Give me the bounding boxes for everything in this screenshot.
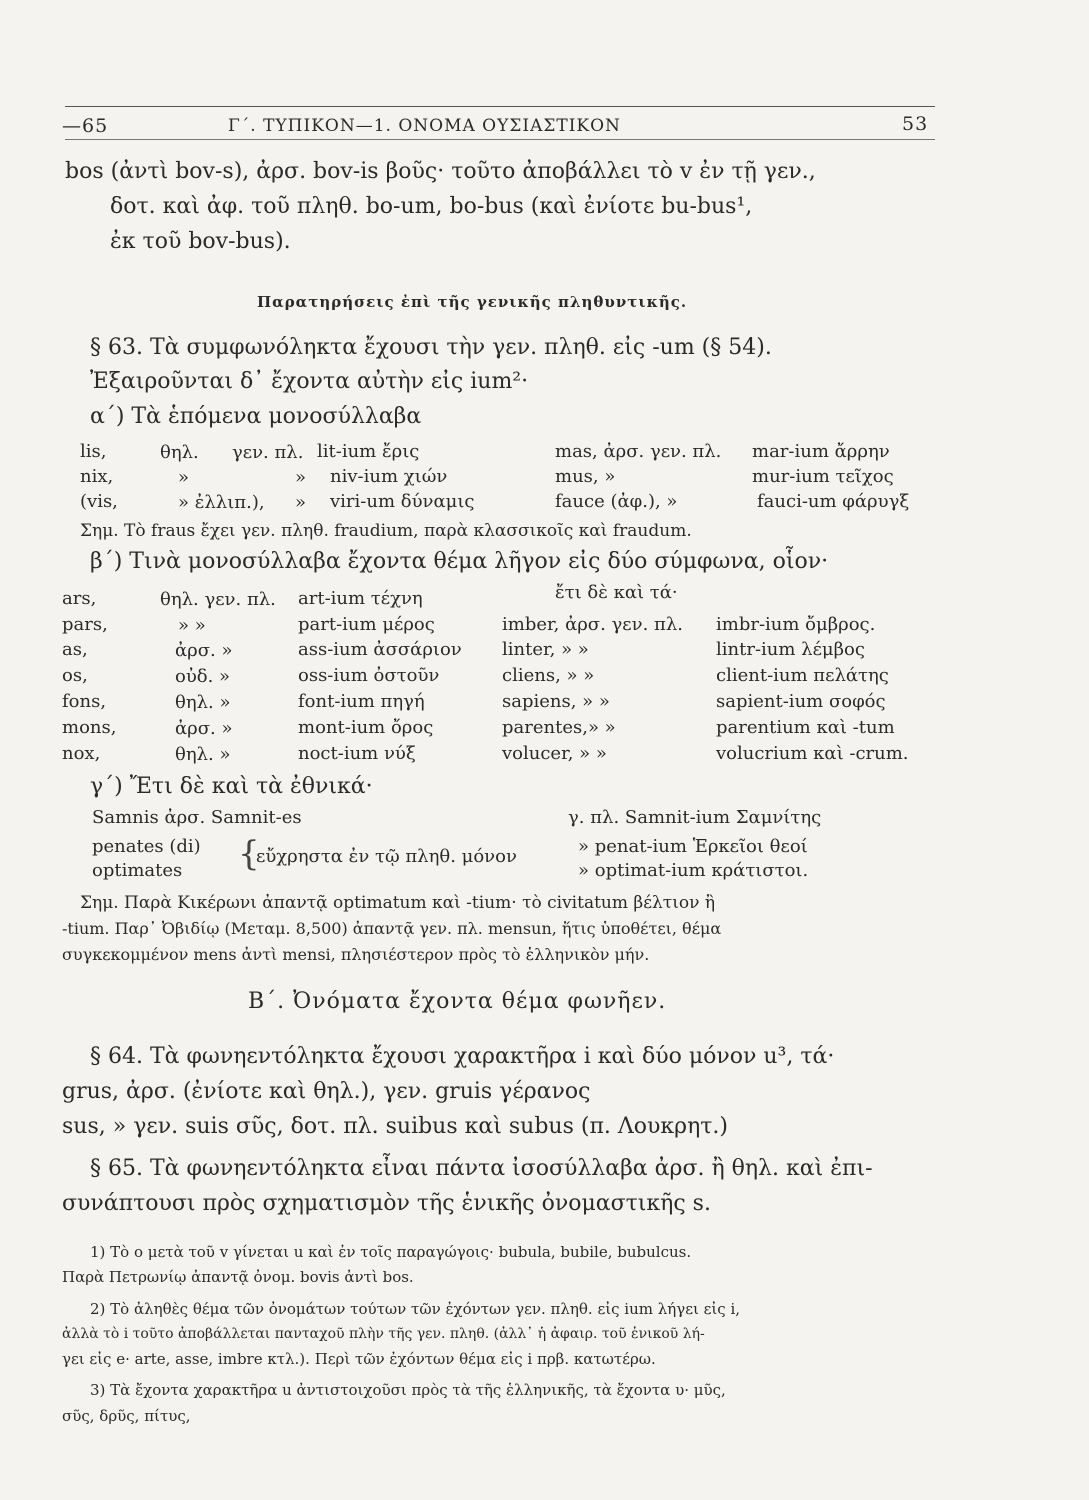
intro-line: ἐκ τοῦ bov-bus). xyxy=(110,229,291,254)
table-row-gender: ἀρσ. » xyxy=(175,640,233,661)
table-row-form2: fauci-um φάρυγξ xyxy=(757,491,910,512)
table-row-gender: θηλ. » xyxy=(175,692,231,713)
table-row-word2: mas, ἀρσ. γεν. πλ. xyxy=(555,441,722,462)
paragraph-63-line: § 63. Τὰ συμφωνόληκτα ἔχουσι τὴν γεν. πληθ. εἰς -um (§ 54). xyxy=(90,335,772,360)
table-row-gender: » ἐλλιπ.), xyxy=(178,492,265,513)
table-row-word2: mus, » xyxy=(555,466,616,487)
paragraph-65-line: συνάπτουσι πρὸς σχηματισμὸν τῆς ἑνικῆς ὀνομαστικῆς s. xyxy=(62,1191,711,1216)
header-bottom-rule xyxy=(65,139,935,140)
table-row-gender: θηλ. γεν. πλ. xyxy=(160,589,276,610)
table-row-form2: parentium καὶ -tum xyxy=(716,717,895,738)
table-row-word2: fauce (ἀφ.), » xyxy=(555,491,678,512)
header-section-number: —65 xyxy=(62,115,109,137)
brace-icon: { xyxy=(238,834,260,874)
table-row-form2: lintr-ium λέμβος xyxy=(716,639,865,660)
table-row-form2: sapient-ium σοφός xyxy=(716,691,886,712)
table-row-form: font-ium πηγή xyxy=(298,691,425,712)
note-c-line: Σημ. Παρὰ Κικέρωνι ἀπαντᾷ optimatum καὶ -tium· τὸ civitatum βέλτιον ἢ xyxy=(80,893,716,913)
table-row-word2: imber, ἀρσ. γεν. πλ. xyxy=(502,614,683,635)
table-row-form: ass-ium ἀσσάριον xyxy=(298,639,462,660)
table-row-gender: » » xyxy=(178,615,206,636)
table-row-word: penates (di) xyxy=(92,836,201,857)
section-heading: Β´. Ὀνόματα ἔχοντα θέμα φωνῆεν. xyxy=(248,989,667,1014)
table-row-gender: θηλ. xyxy=(160,442,199,463)
table-row-form2: mar-ium ἄρρην xyxy=(752,441,890,462)
table-row-word: mons, xyxy=(62,717,117,738)
table-row-form: part-ium μέρος xyxy=(298,614,435,635)
table-row-word: optimates xyxy=(92,860,183,881)
table-row-word: fons, xyxy=(62,691,107,712)
note-c-line: συγκεκομμένον mens ἀντὶ mensi, πλησιέστερον πρὸς τὸ ἑλληνικὸν μήν. xyxy=(62,945,650,964)
note-a: Σημ. Τὸ fraus ἔχει γεν. πληθ. fraudium, παρὰ κλασσικοῖς καὶ fraudum. xyxy=(80,521,692,541)
paragraph-63-line: Ἐξαιροῦνται δ᾽ ἔχοντα αὐτὴν εἰς ium²· xyxy=(90,369,529,394)
table-row-word2: cliens, » » xyxy=(502,665,595,686)
footnote-line: 2) Τὸ ἀληθὲς θέμα τῶν ὀνομάτων τούτων τῶν ἐχόντων γεν. πληθ. εἰς ium λήγει εἰς i, xyxy=(90,1300,741,1318)
intro-line: bos (ἀντὶ bov-s), ἀρσ. bov-is βοῦς· τοῦτο ἀποβάλλει τὸ v ἐν τῇ γεν., xyxy=(65,159,816,184)
footnote-line: ἀλλὰ τὸ i τοῦτο ἀποβάλλεται πανταχοῦ πλὴν τῆς γεν. πληθ. (ἀλλ᾽ ἡ ἀφαιρ. τοῦ ἑνικοῦ λή- xyxy=(62,1326,705,1342)
table-row-form2: client-ium πελάτης xyxy=(716,665,889,686)
footnote-line: 1) Τὸ ο μετὰ τοῦ v γίνεται u καὶ ἐν τοῖς παραγώγοις· bubula, bubile, bubulcus. xyxy=(90,1243,692,1261)
table-row-word: nix, xyxy=(80,466,114,487)
footnote-line: γει εἰς e· arte, asse, imbre κτλ.). Περὶ τῶν ἐχόντων θέμα εἰς i πρβ. κατωτέρω. xyxy=(62,1350,656,1368)
page-number: 53 xyxy=(902,113,929,135)
table-row-form: γ. πλ. Samnit-ium Σαμνίτης xyxy=(568,807,822,828)
table-row-form: oss-ium ὀστοῦν xyxy=(298,665,440,686)
paragraph-63-line: α´) Τὰ ἑπόμενα μονοσύλλαβα xyxy=(90,404,422,429)
table-row-gender: θηλ. » xyxy=(175,744,231,765)
footnote-line: 3) Τὰ ἔχοντα χαρακτῆρα u ἀντιστοιχοῦσι πρὸς τὰ τῆς ἑλληνικῆς, τὰ ἔχοντα υ· μῦς, xyxy=(90,1381,726,1399)
footnote-line: Παρὰ Πετρωνίῳ ἀπαντᾷ ὀνομ. bovis ἀντὶ bos. xyxy=(62,1268,414,1286)
table-row-gender: ἀρσ. » xyxy=(175,718,233,739)
brace-note: εὔχρηστα ἐν τῷ πληθ. μόνον xyxy=(256,846,517,867)
table-row-gender: » xyxy=(178,467,190,488)
table-row-word: lis, xyxy=(80,441,107,462)
table-row-form: noct-ium νύξ xyxy=(298,743,416,764)
intro-line: δοτ. καὶ ἀφ. τοῦ πληθ. bo-um, bo-bus (καὶ ἐνίοτε bu-bus¹, xyxy=(110,194,753,219)
table-row-form2: volucrium καὶ -crum. xyxy=(716,743,909,764)
table-row-word: ars, xyxy=(62,588,97,609)
note-c-line: -tium. Παρ᾽ Ὀβιδίῳ (Μεταμ. 8,500) ἀπαντᾷ γεν. πλ. mensun, ἥτις ὑποθέτει, θέμα xyxy=(62,919,722,938)
table-row-word: os, xyxy=(62,665,88,686)
table-row-word2: linter, » » xyxy=(502,639,589,660)
header-top-rule xyxy=(65,106,935,107)
table-row-form2: imbr-ium ὄμβρος. xyxy=(716,614,876,635)
table-row-form: lit-ium ἔρις xyxy=(317,441,420,462)
table-row-form2: mur-ium τεῖχος xyxy=(752,466,894,487)
paragraph-65-line: § 65. Τὰ φωνηεντόληκτα εἶναι πάντα ἰσοσύλλαβα ἀρσ. ἢ θηλ. καὶ ἐπι- xyxy=(90,1156,873,1181)
table-row-form: » penat-ium Ἑρκεῖοι θεοί xyxy=(578,836,808,857)
heading-c: γ´) Ἔτι δὲ καὶ τὰ ἐθνικά· xyxy=(90,774,373,799)
table-row-word: nox, xyxy=(62,743,101,764)
paragraph-64-line: sus, » γεν. suis σῦς, δοτ. πλ. suibus καὶ subus (π. Λουκρητ.) xyxy=(62,1114,729,1139)
table-row-case: » xyxy=(295,467,307,488)
subheading: Παρατηρήσεις ἐπὶ τῆς γενικῆς πληθυντικῆς. xyxy=(257,293,688,311)
table-row-word2: sapiens, » » xyxy=(502,691,610,712)
table-row-form: niv-ium χιών xyxy=(330,466,448,487)
table-row-word: Samnis ἀρσ. Samnit-es xyxy=(92,807,302,828)
table-row-form: mont-ium ὄρος xyxy=(298,717,434,738)
table-row-word: as, xyxy=(62,639,88,660)
table-row-case: » xyxy=(295,492,307,513)
footnote-line: σῦς, δρῦς, πίτυς, xyxy=(62,1407,191,1425)
table-row-gender: οὐδ. » xyxy=(175,666,231,687)
table-row-case: γεν. πλ. xyxy=(232,442,304,463)
table-row-form: viri-um δύναμις xyxy=(330,491,475,512)
paragraph-64-line: § 64. Τὰ φωνηεντόληκτα ἔχουσι χαρακτῆρα i καὶ δύο μόνον u³, τά· xyxy=(90,1044,835,1069)
table-row-word: (vis, xyxy=(80,491,118,512)
header-title: Γ΄. ΤΥΠΙΚΟΝ—1. ΟΝΟΜΑ ΟΥΣΙΑΣΤΙΚΟΝ xyxy=(228,116,621,136)
table-row-word2: parentes,» » xyxy=(502,717,616,738)
table-row-form: art-ium τέχνη xyxy=(298,588,423,609)
table-row-form: » optimat-ium κράτιστοι. xyxy=(578,860,809,881)
heading-b: β´) Τινὰ μονοσύλλαβα ἔχοντα θέμα λῆγον εἰς δύο σύμφωνα, οἷον· xyxy=(90,549,829,574)
paragraph-64-line: grus, ἀρσ. (ἐνίοτε καὶ θηλ.), γεν. gruis γέρανος xyxy=(62,1079,591,1104)
table-row-word2: volucer, » » xyxy=(502,743,607,764)
table-row-word2: ἔτι δὲ καὶ τά· xyxy=(555,582,678,603)
table-row-word: pars, xyxy=(62,614,108,635)
